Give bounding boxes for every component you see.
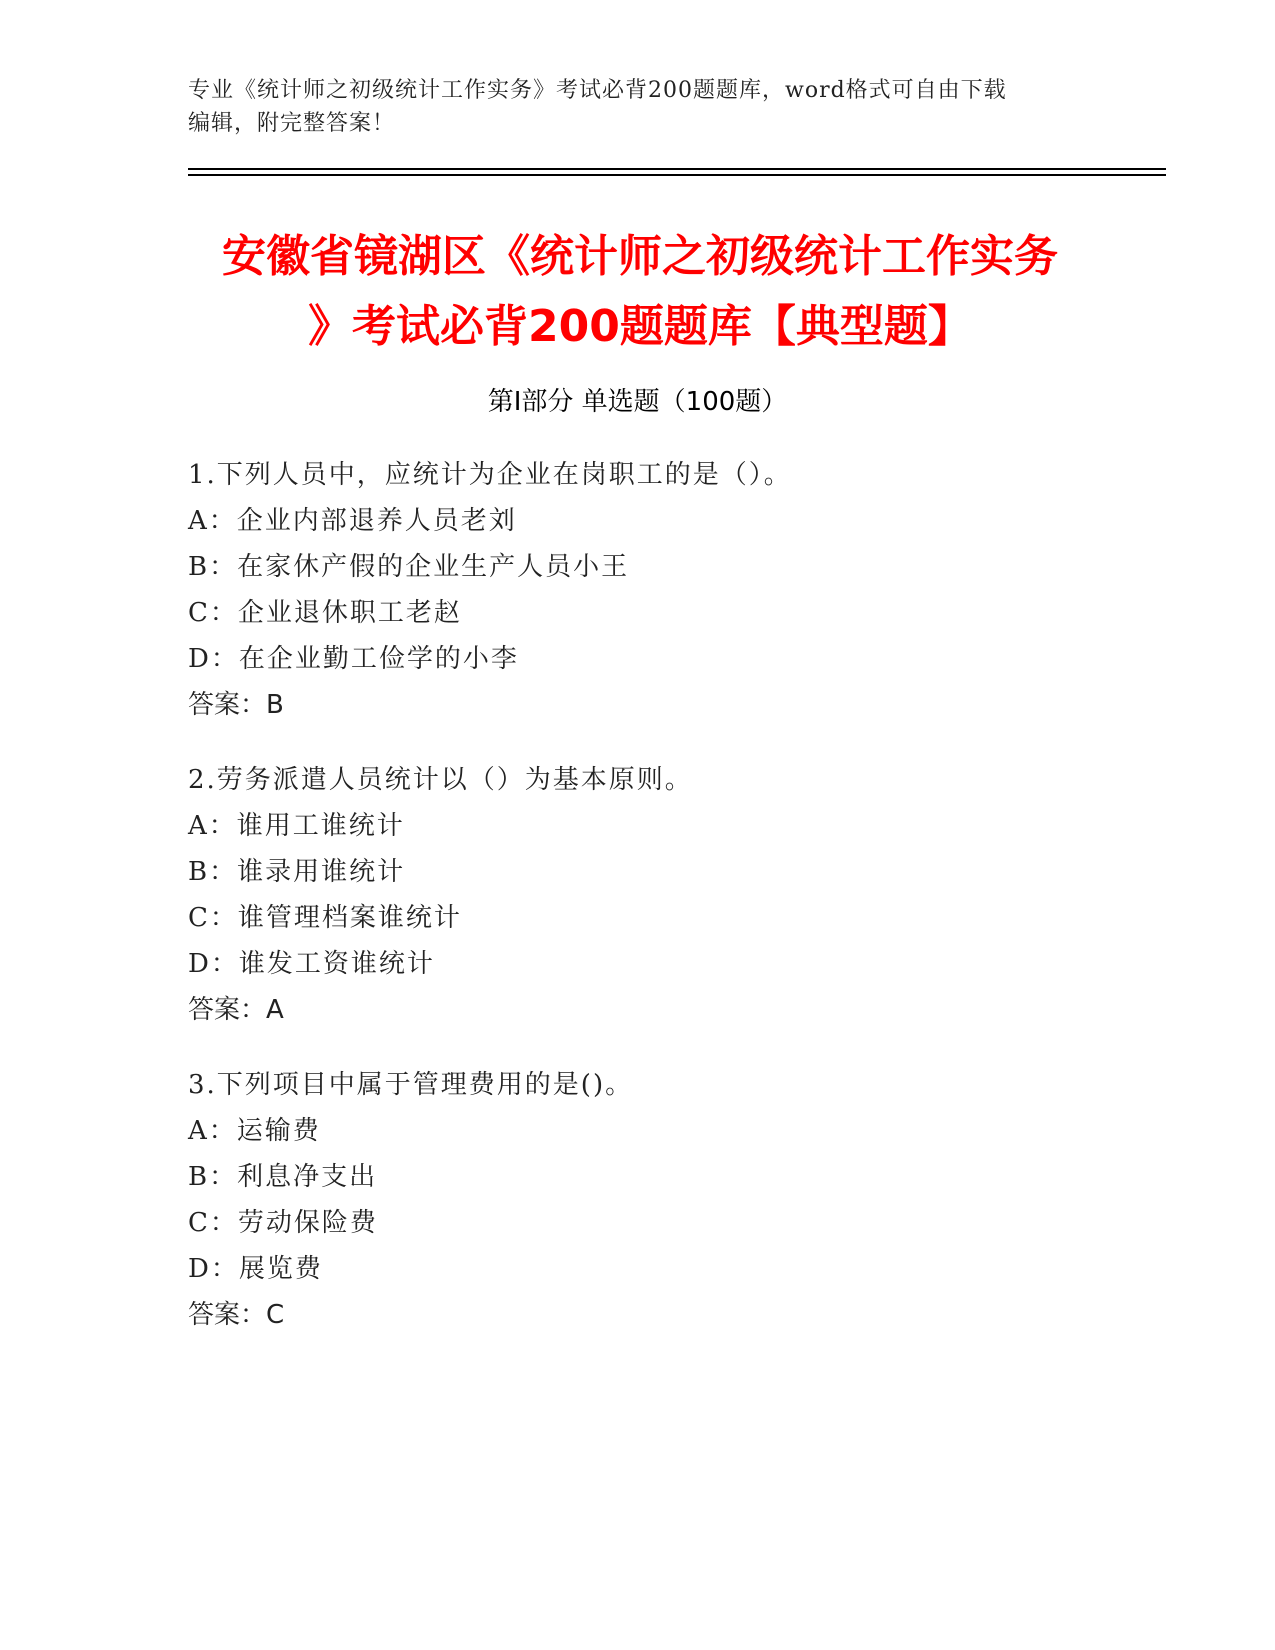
- option-b: B：在家休产假的企业生产人员小王: [188, 552, 630, 582]
- question-stem: 1.下列人员中，应统计为企业在岗职工的是（）。: [188, 460, 792, 490]
- option-a: A：谁用工谁统计: [188, 811, 405, 841]
- option-c: C：企业退休职工老赵: [188, 598, 462, 628]
- option-d: D：展览费: [188, 1254, 323, 1284]
- header-note-line-1: 专业《统计师之初级统计工作实务》考试必背200题题库，word格式可自由下载: [188, 78, 1007, 103]
- answer-line: 答案：B: [188, 690, 284, 720]
- option-c: C：谁管理档案谁统计: [188, 903, 462, 933]
- option-b: B：谁录用谁统计: [188, 857, 406, 887]
- section-heading: 第I部分 单选题（100题）: [487, 387, 788, 417]
- title-line-2: 》考试必背200题题库【典型题】: [308, 301, 972, 352]
- option-b: B：利息净支出: [188, 1162, 378, 1192]
- option-a: A：企业内部退养人员老刘: [188, 506, 517, 536]
- question-block: [188, 757, 1088, 1033]
- question-stem: 2.劳务派遣人员统计以（）为基本原则。: [188, 765, 693, 795]
- header-note: [188, 74, 1088, 140]
- header-rule-top: [188, 168, 1166, 170]
- answer-line: 答案：A: [188, 995, 284, 1025]
- question-block: [188, 1062, 1088, 1338]
- option-c: C：劳动保险费: [188, 1208, 378, 1238]
- question-block: [188, 452, 1088, 728]
- option-a: A：运输费: [188, 1116, 321, 1146]
- header-rule-bottom: [188, 174, 1166, 176]
- option-d: D：谁发工资谁统计: [188, 949, 435, 979]
- document-title: [150, 222, 1130, 362]
- option-d: D：在企业勤工俭学的小李: [188, 644, 519, 674]
- question-stem: 3.下列项目中属于管理费用的是()。: [188, 1070, 634, 1100]
- title-line-1: 安徽省镜湖区《统计师之初级统计工作实务: [222, 231, 1058, 282]
- answer-line: 答案：C: [188, 1300, 285, 1330]
- header-note-line-2: 编辑，附完整答案！: [188, 111, 396, 136]
